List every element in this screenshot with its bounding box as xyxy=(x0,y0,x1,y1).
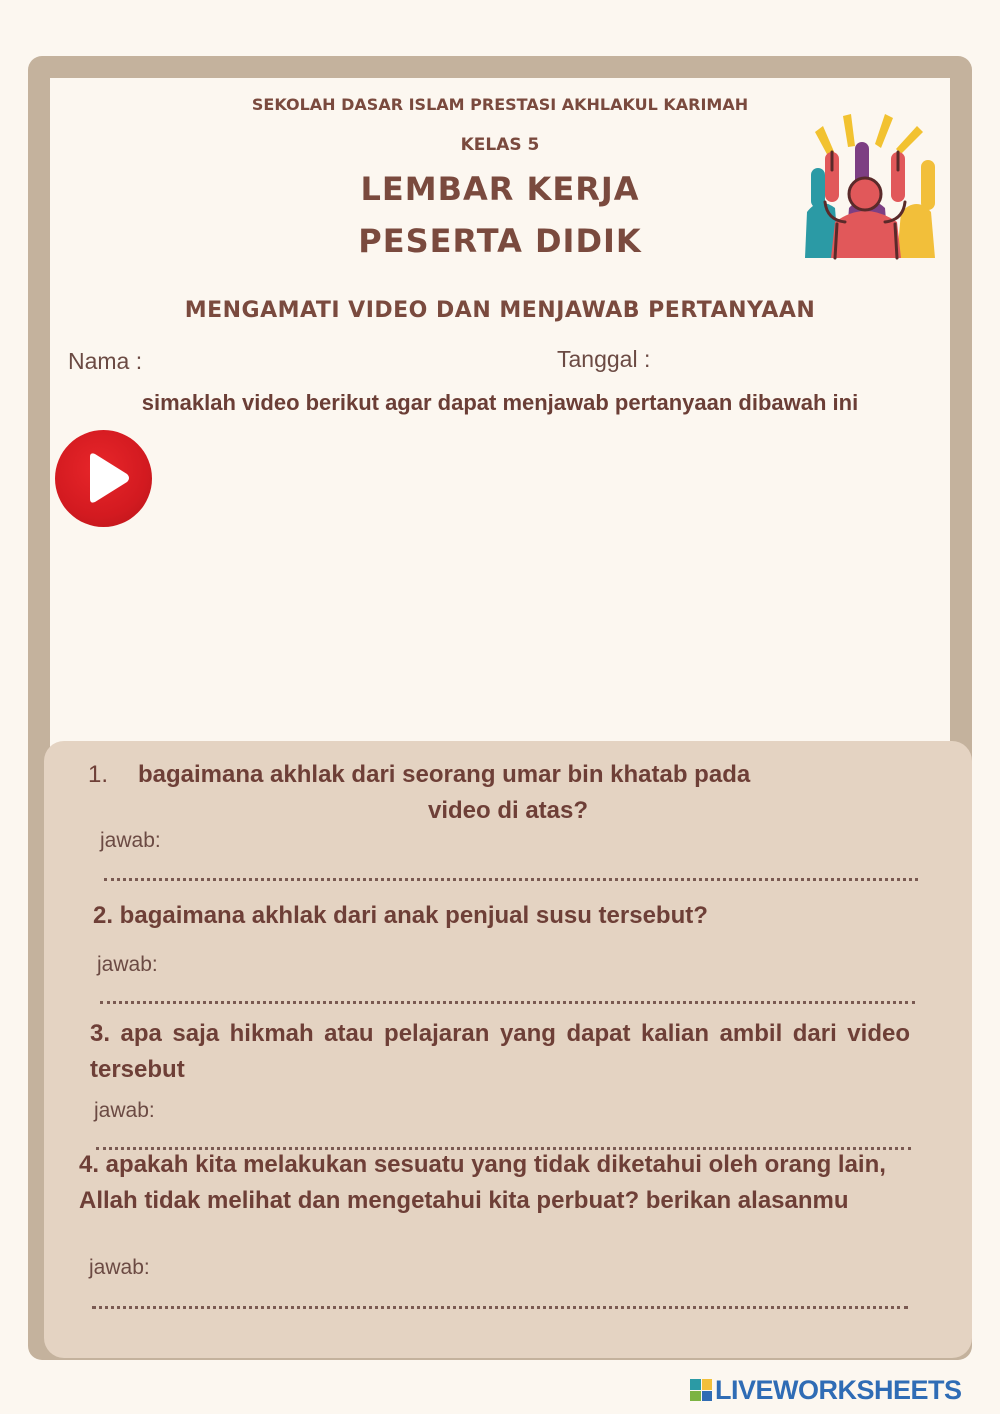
video-play-button[interactable] xyxy=(55,430,152,527)
answer-2-input[interactable] xyxy=(100,976,916,1004)
date-label: Tanggal : xyxy=(557,346,651,372)
liveworksheets-logo-icon xyxy=(690,1379,712,1401)
answer-2-line xyxy=(100,1001,915,1004)
school-name: SEKOLAH DASAR ISLAM PRESTASI AKHLAKUL KARIMAH xyxy=(251,95,749,114)
name-label: Nama : xyxy=(68,348,143,374)
answer-1-label: jawab: xyxy=(100,829,161,852)
answer-3-label: jawab: xyxy=(94,1099,155,1122)
question-3: 3. apa saja hikmah atau pelajaran yang dapat kalian ambil dari video tersebut xyxy=(90,1020,910,1083)
question-1-number: 1. xyxy=(88,761,109,788)
title-line-2: PESERTA DIDIK xyxy=(358,222,642,260)
question-2: 2. bagaimana akhlak dari anak penjual susu tersebut? xyxy=(93,902,708,929)
answer-1-input[interactable] xyxy=(104,852,920,880)
question-4: 4. apakah kita melakukan sesuatu yang tidak diketahui oleh orang lain, Allah tidak melihat dan mengetahui kita perbuat? berikan alasanmu xyxy=(79,1151,886,1214)
answer-2-label: jawab: xyxy=(97,953,158,976)
answer-1-line xyxy=(104,878,918,881)
liveworksheets-brand-text: LIVEWORKSHEETS xyxy=(715,1374,962,1405)
question-1-line-2: video di atas? xyxy=(427,797,589,824)
answer-4-line xyxy=(92,1306,908,1309)
question-1-line-1: bagaimana akhlak dari seorang umar bin khatab pada xyxy=(138,761,751,788)
question-1 xyxy=(88,757,888,829)
title-line-1: LEMBAR KERJA xyxy=(360,170,640,208)
date-input[interactable] xyxy=(676,346,940,376)
activity-subtitle: MENGAMATI VIDEO DAN MENJAWAB PERTANYAAN xyxy=(184,298,816,323)
cheering-people-icon xyxy=(805,112,943,260)
answer-4-label: jawab: xyxy=(89,1256,150,1279)
answer-4-input[interactable] xyxy=(92,1279,908,1307)
class-label: KELAS 5 xyxy=(460,135,540,155)
play-icon xyxy=(55,430,152,527)
instruction-text: simaklah video berikut agar dapat menjawab pertanyaan dibawah ini xyxy=(141,390,859,415)
liveworksheets-logo xyxy=(690,1374,962,1406)
name-input[interactable] xyxy=(160,348,524,378)
answer-3-input[interactable] xyxy=(96,1121,912,1149)
